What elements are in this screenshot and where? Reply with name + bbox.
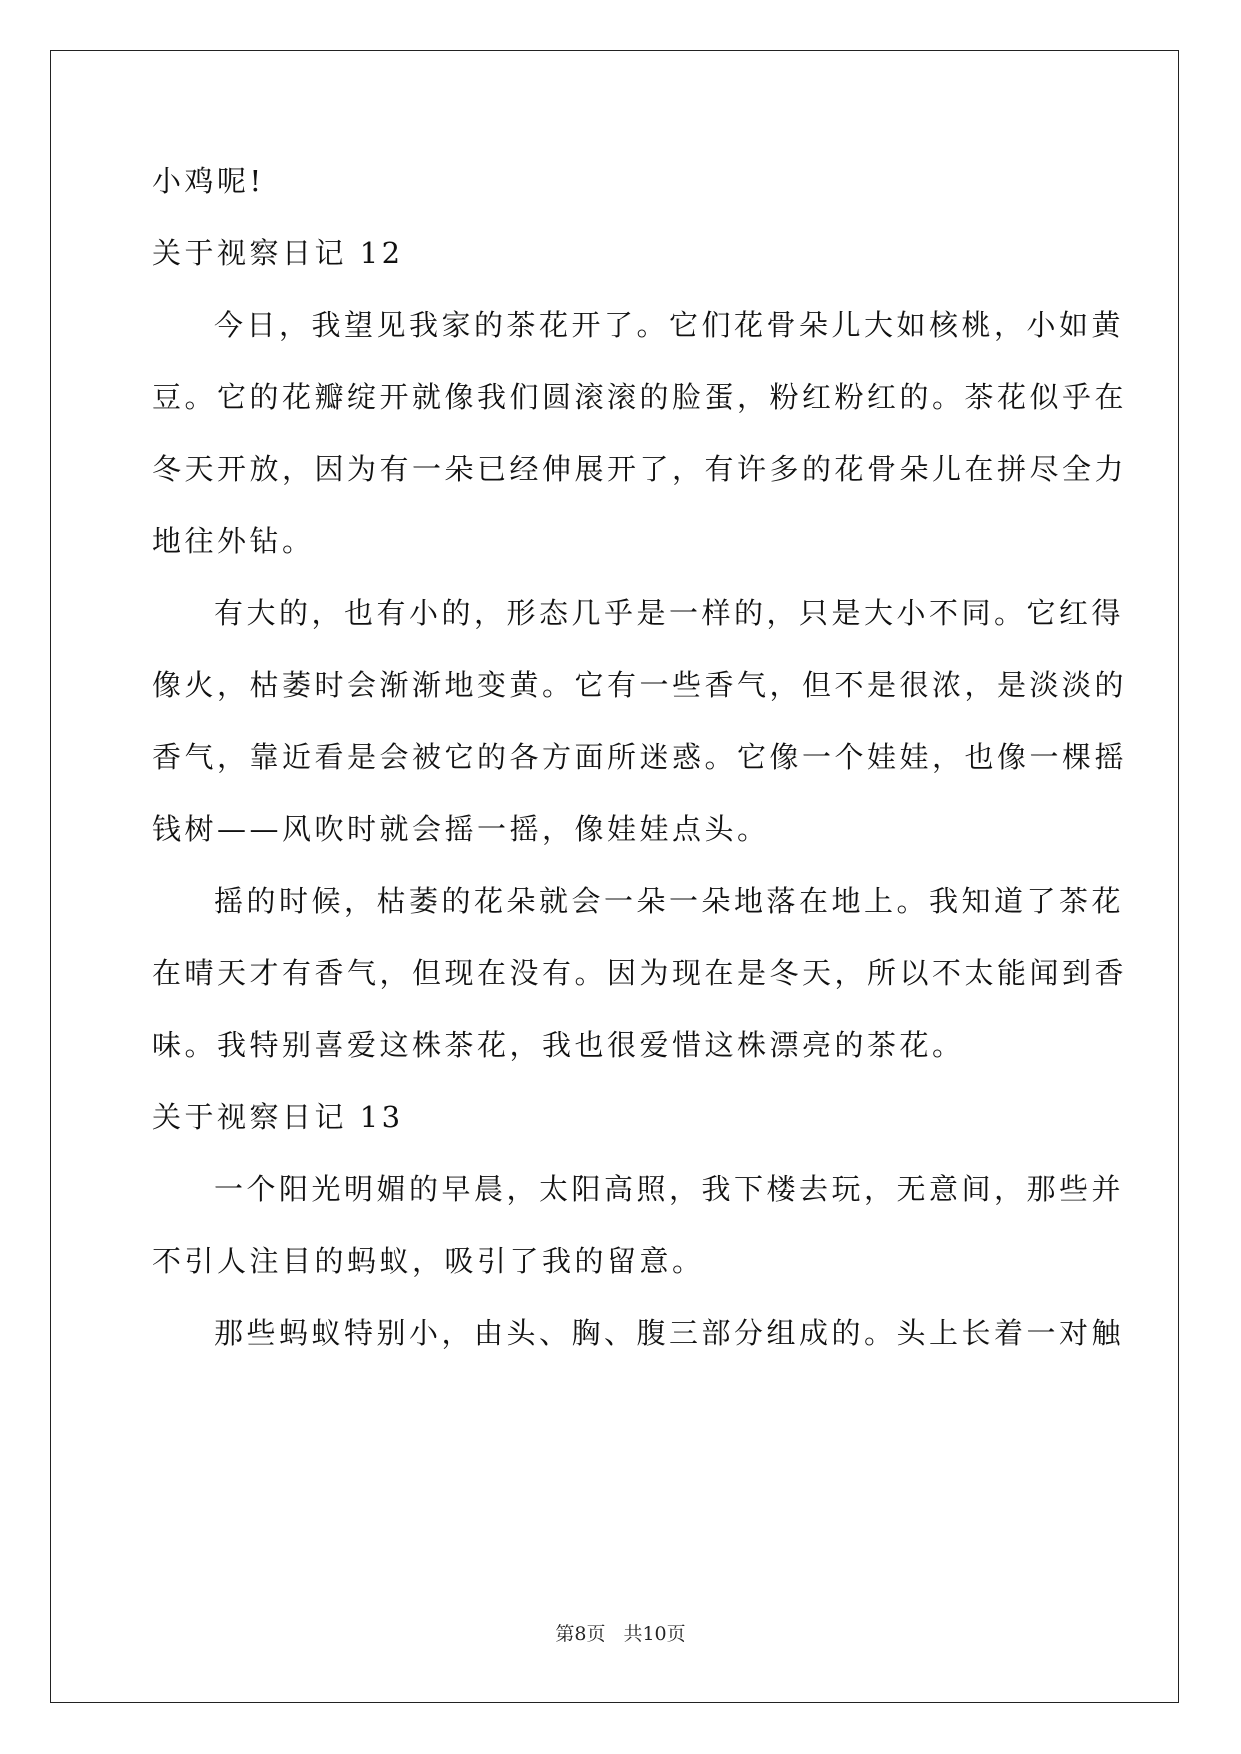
page-number: 第8页 <box>555 1623 606 1645</box>
section-heading: 关于视察日记 12 <box>152 236 404 270</box>
page-footer <box>0 1622 1241 1646</box>
paragraph-line: 在晴天才有香气，但现在没有。因为现在是冬天，所以不太能闻到香 <box>152 956 1128 990</box>
page-total: 共10页 <box>623 1623 686 1645</box>
section-heading: 关于视察日记 13 <box>152 1100 404 1134</box>
paragraph-line: 像火，枯萎时会渐渐地变黄。它有一些香气，但不是很浓，是淡淡的 <box>152 668 1128 702</box>
paragraph-line: 冬天开放，因为有一朵已经伸展开了，有许多的花骨朵儿在拼尽全力 <box>152 452 1128 486</box>
page-border <box>50 50 1179 1703</box>
paragraph-line: 钱树——风吹时就会摇一摇，像娃娃点头。 <box>152 812 770 846</box>
paragraph-line: 那些蚂蚁特别小，由头、胸、腹三部分组成的。头上长着一对触 <box>214 1316 1125 1350</box>
paragraph-line: 香气，靠近看是会被它的各方面所迷惑。它像一个娃娃，也像一棵摇 <box>152 740 1128 774</box>
paragraph-line: 有大的，也有小的，形态几乎是一样的，只是大小不同。它红得 <box>214 596 1125 630</box>
paragraph-line: 不引人注目的蚂蚁，吸引了我的留意。 <box>152 1244 705 1278</box>
paragraph-line: 一个阳光明媚的早晨，太阳高照，我下楼去玩，无意间，那些并 <box>214 1172 1125 1206</box>
paragraph-line: 豆。它的花瓣绽开就像我们圆滚滚的脸蛋，粉红粉红的。茶花似乎在 <box>152 380 1128 414</box>
paragraph-line: 地往外钻。 <box>152 524 315 558</box>
paragraph-line: 味。我特别喜爱这株茶花，我也很爱惜这株漂亮的茶花。 <box>152 1028 965 1062</box>
text-line: 小鸡呢! <box>152 164 265 198</box>
paragraph-line: 摇的时候，枯萎的花朵就会一朵一朵地落在地上。我知道了茶花 <box>214 884 1125 918</box>
paragraph-line: 今日，我望见我家的茶花开了。它们花骨朵儿大如核桃，小如黄 <box>214 308 1125 342</box>
